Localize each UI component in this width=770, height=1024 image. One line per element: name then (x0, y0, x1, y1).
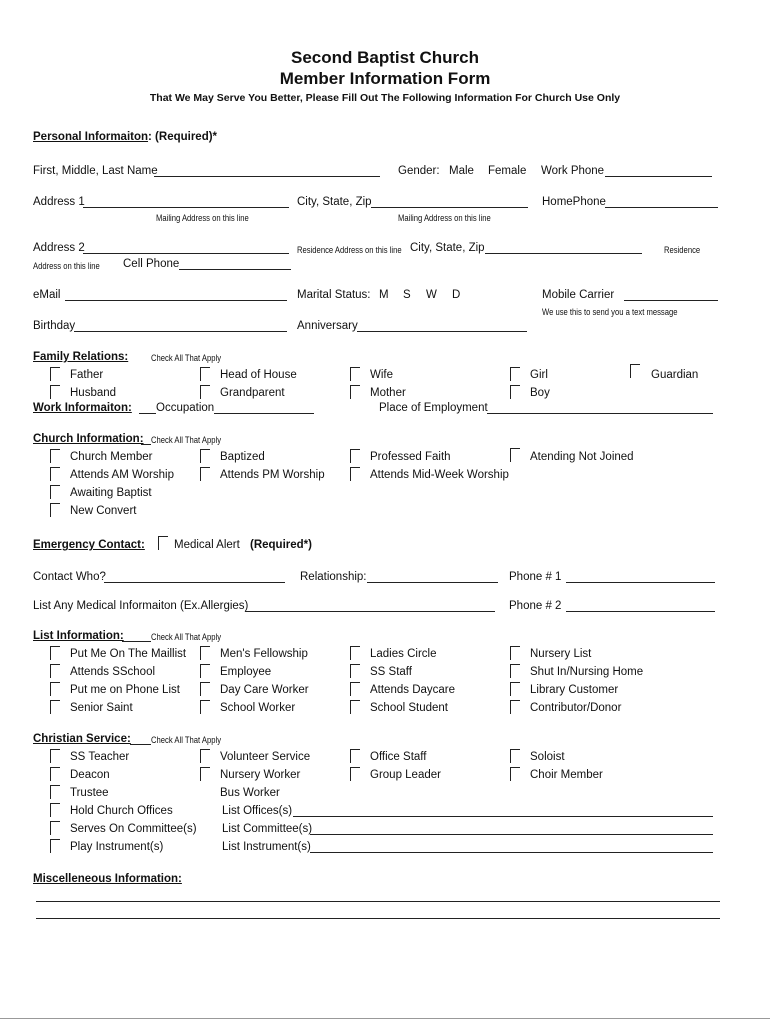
maillist-checkbox[interactable] (50, 646, 60, 660)
husband-label: Husband (70, 387, 117, 399)
church-lead-line (141, 444, 151, 445)
nursery-worker-label: Nursery Worker (220, 769, 301, 781)
cell-phone-field[interactable] (179, 269, 291, 270)
list-info-lead-line (122, 641, 151, 642)
anniversary-label: Anniversary (297, 320, 358, 332)
mailing-note-2: Mailing Address on this line (398, 213, 491, 223)
deacon-label: Deacon (70, 769, 110, 781)
place-field[interactable] (487, 413, 713, 414)
baptized-label: Baptized (220, 451, 265, 463)
girl-checkbox[interactable] (510, 367, 520, 381)
misc-line-2[interactable] (36, 918, 720, 919)
list-offices-field[interactable] (293, 816, 713, 817)
ladies-circle-checkbox[interactable] (350, 646, 360, 660)
emergency-heading: Emergency Contact: (33, 539, 145, 551)
work-phone-field[interactable] (605, 176, 712, 177)
church-heading: Church Information: (33, 433, 144, 445)
senior-saint-checkbox[interactable] (50, 700, 60, 714)
mens-fellowship-label: Men's Fellowship (220, 648, 308, 660)
soloist-checkbox[interactable] (510, 749, 520, 763)
office-staff-checkbox[interactable] (350, 749, 360, 763)
place-label: Place of Employment (379, 402, 488, 414)
misc-line-1[interactable] (36, 901, 720, 902)
school-student-label: School Student (370, 702, 449, 714)
phone1-label: Phone # 1 (509, 571, 562, 583)
work-heading: Work Informaiton: (33, 402, 132, 414)
midweek-worship-label: Attends Mid-Week Worship (370, 469, 509, 481)
medical-list-field[interactable] (245, 611, 495, 612)
father-checkbox[interactable] (50, 367, 60, 381)
committee-label: Serves On Committee(s) (70, 823, 197, 835)
phone-list-label: Put me on Phone List (70, 684, 180, 696)
sschool-label: Attends SSchool (70, 666, 156, 678)
christian-check-all: Check All That Apply (151, 735, 222, 745)
senior-saint-label: Senior Saint (70, 702, 133, 714)
contributor-label: Contributor/Donor (530, 702, 622, 714)
shut-in-label: Shut In/Nursing Home (530, 666, 644, 678)
mens-fellowship-checkbox[interactable] (200, 646, 210, 660)
library-customer-checkbox[interactable] (510, 682, 520, 696)
new-convert-label: New Convert (70, 505, 137, 517)
work-phone-label: Work Phone (541, 165, 605, 177)
city1-field[interactable] (371, 207, 528, 208)
marital-m[interactable]: M (379, 289, 389, 301)
anniversary-field[interactable] (357, 331, 527, 332)
city2-field[interactable] (485, 253, 642, 254)
mobile-carrier-label: Mobile Carrier (542, 289, 615, 301)
committee-checkbox[interactable] (50, 821, 60, 835)
choir-label: Choir Member (530, 769, 603, 781)
birthday-field[interactable] (74, 331, 287, 332)
address2-label: Address 2 (33, 242, 85, 254)
list-committee-field[interactable] (310, 834, 713, 835)
list-committee-label: List Committee(s) (222, 823, 313, 835)
day-care-worker-checkbox[interactable] (200, 682, 210, 696)
grandparent-checkbox[interactable] (200, 385, 210, 399)
grandparent-label: Grandparent (220, 387, 285, 399)
occupation-field[interactable] (214, 413, 314, 414)
marital-w[interactable]: W (426, 289, 437, 301)
am-worship-checkbox[interactable] (50, 467, 60, 481)
volunteer-checkbox[interactable] (200, 749, 210, 763)
phone-list-checkbox[interactable] (50, 682, 60, 696)
deacon-checkbox[interactable] (50, 767, 60, 781)
phone2-label: Phone # 2 (509, 600, 562, 612)
ss-teacher-label: SS Teacher (70, 751, 130, 763)
boy-checkbox[interactable] (510, 385, 520, 399)
name-label: First, Middle, Last Name (33, 165, 158, 177)
marital-s[interactable]: S (403, 289, 411, 301)
wife-checkbox[interactable] (350, 367, 360, 381)
carrier-note: We use this to send you a text message (542, 307, 678, 317)
pm-worship-checkbox[interactable] (200, 467, 210, 481)
city2-label: City, State, Zip (410, 242, 485, 254)
residence-label: Residence (664, 245, 701, 255)
christian-heading: Christian Service: (33, 733, 131, 745)
phone2-field[interactable] (566, 611, 715, 612)
am-worship-label: Attends AM Worship (70, 469, 174, 481)
instrument-checkbox[interactable] (50, 839, 60, 853)
library-customer-label: Library Customer (530, 684, 619, 696)
trustee-checkbox[interactable] (50, 785, 60, 799)
volunteer-label: Volunteer Service (220, 751, 311, 763)
city1-label: City, State, Zip (297, 196, 372, 208)
form-tagline: That We May Serve You Better, Please Fill Out The Following Information For Church Use Only (149, 92, 621, 104)
cell-phone-label: Cell Phone (123, 258, 180, 270)
mailing-note-1: Mailing Address on this line (156, 213, 249, 223)
email-label: eMail (33, 289, 61, 301)
medical-alert-checkbox[interactable] (158, 536, 168, 550)
bus-worker-label: Bus Worker (220, 787, 280, 799)
nursery-list-label: Nursery List (530, 648, 592, 660)
soloist-label: Soloist (530, 751, 565, 763)
relationship-field[interactable] (367, 582, 498, 583)
personal-heading: Personal Informaiton: (Required)* (33, 131, 218, 143)
list-info-check-all: Check All That Apply (151, 632, 222, 642)
trustee-label: Trustee (70, 787, 109, 799)
head-of-house-label: Head of House (220, 369, 297, 381)
ss-staff-checkbox[interactable] (350, 664, 360, 678)
pm-worship-label: Attends PM Worship (220, 469, 325, 481)
home-phone-label: HomePhone (542, 196, 606, 208)
marital-label: Marital Status: (297, 289, 371, 301)
contact-field[interactable] (104, 582, 285, 583)
professed-faith-checkbox[interactable] (350, 449, 360, 463)
day-care-worker-label: Day Care Worker (220, 684, 309, 696)
baptized-checkbox[interactable] (200, 449, 210, 463)
awaiting-baptist-label: Awaiting Baptist (70, 487, 152, 499)
contributor-checkbox[interactable] (510, 700, 520, 714)
attends-daycare-label: Attends Daycare (370, 684, 456, 696)
family-check-all: Check All That Apply (151, 353, 222, 363)
new-convert-checkbox[interactable] (50, 503, 60, 517)
list-info-heading: List Information: (33, 630, 124, 642)
email-field[interactable] (65, 300, 287, 301)
ss-teacher-checkbox[interactable] (50, 749, 60, 763)
family-heading: Family Relations: (33, 351, 129, 363)
gender-male[interactable]: Male (449, 165, 474, 177)
guardian-label: Guardian (651, 369, 699, 381)
occupation-label: Occupation (156, 402, 215, 414)
list-instrument-field[interactable] (310, 852, 713, 853)
attends-daycare-checkbox[interactable] (350, 682, 360, 696)
medical-list-label: List Any Medical Informaiton (Ex.Allergies) (33, 600, 249, 612)
birthday-label: Birthday (33, 320, 76, 332)
professed-faith-label: Professed Faith (370, 451, 451, 463)
head-of-house-checkbox[interactable] (200, 367, 210, 381)
ladies-circle-label: Ladies Circle (370, 648, 437, 660)
maillist-label: Put Me On The Maillist (70, 648, 187, 660)
employee-label: Employee (220, 666, 272, 678)
church-check-all: Check All That Apply (151, 435, 222, 445)
school-worker-label: School Worker (220, 702, 296, 714)
midweek-worship-checkbox[interactable] (350, 467, 360, 481)
guardian-checkbox[interactable] (630, 364, 640, 378)
church-offices-checkbox[interactable] (50, 803, 60, 817)
father-label: Father (70, 369, 104, 381)
gender-female[interactable]: Female (488, 165, 527, 177)
employee-checkbox[interactable] (200, 664, 210, 678)
school-worker-checkbox[interactable] (200, 700, 210, 714)
name-field[interactable] (154, 176, 380, 177)
awaiting-baptist-checkbox[interactable] (50, 485, 60, 499)
church-offices-label: Hold Church Offices (70, 805, 173, 817)
home-phone-field[interactable] (605, 207, 718, 208)
girl-label: Girl (530, 369, 548, 381)
contact-label: Contact Who? (33, 571, 106, 583)
address1-field[interactable] (83, 207, 289, 208)
residence-note: Residence Address on this line (297, 245, 402, 255)
relationship-label: Relationship: (300, 571, 367, 583)
not-joined-checkbox[interactable] (510, 448, 520, 462)
nursery-list-checkbox[interactable] (510, 646, 520, 660)
occupation-lead-line (139, 413, 156, 414)
address-note: Address on this line (33, 261, 100, 271)
list-instrument-label: List Instrument(s) (222, 841, 311, 853)
shut-in-checkbox[interactable] (510, 664, 520, 678)
list-offices-label: List Offices(s) (222, 805, 293, 817)
husband-checkbox[interactable] (50, 385, 60, 399)
wife-label: Wife (370, 369, 393, 381)
form-title: Second Baptist Church (291, 48, 479, 67)
misc-heading: Miscelleneous Information: (33, 873, 182, 885)
instrument-label: Play Instrument(s) (70, 841, 164, 853)
form-subtitle: Member Information Form (279, 69, 491, 88)
office-staff-label: Office Staff (370, 751, 427, 763)
church-member-label: Church Member (70, 451, 153, 463)
choir-checkbox[interactable] (510, 767, 520, 781)
address1-label: Address 1 (33, 196, 85, 208)
page-bottom-edge (0, 1018, 770, 1019)
medical-alert-label: Medical Alert (174, 539, 240, 551)
gender-label: Gender: (398, 165, 440, 177)
group-leader-label: Group Leader (370, 769, 441, 781)
mother-label: Mother (370, 387, 406, 399)
mother-checkbox[interactable] (350, 385, 360, 399)
ss-staff-label: SS Staff (370, 666, 412, 678)
christian-lead-line (130, 744, 151, 745)
marital-d[interactable]: D (452, 289, 461, 301)
phone1-field[interactable] (566, 582, 715, 583)
nursery-worker-checkbox[interactable] (200, 767, 210, 781)
medical-required: (Required*) (250, 539, 312, 551)
group-leader-checkbox[interactable] (350, 767, 360, 781)
church-member-checkbox[interactable] (50, 449, 60, 463)
sschool-checkbox[interactable] (50, 664, 60, 678)
address2-field[interactable] (83, 253, 289, 254)
school-student-checkbox[interactable] (350, 700, 360, 714)
mobile-carrier-field[interactable] (624, 300, 718, 301)
not-joined-label: Atending Not Joined (530, 451, 634, 463)
boy-label: Boy (530, 387, 550, 399)
